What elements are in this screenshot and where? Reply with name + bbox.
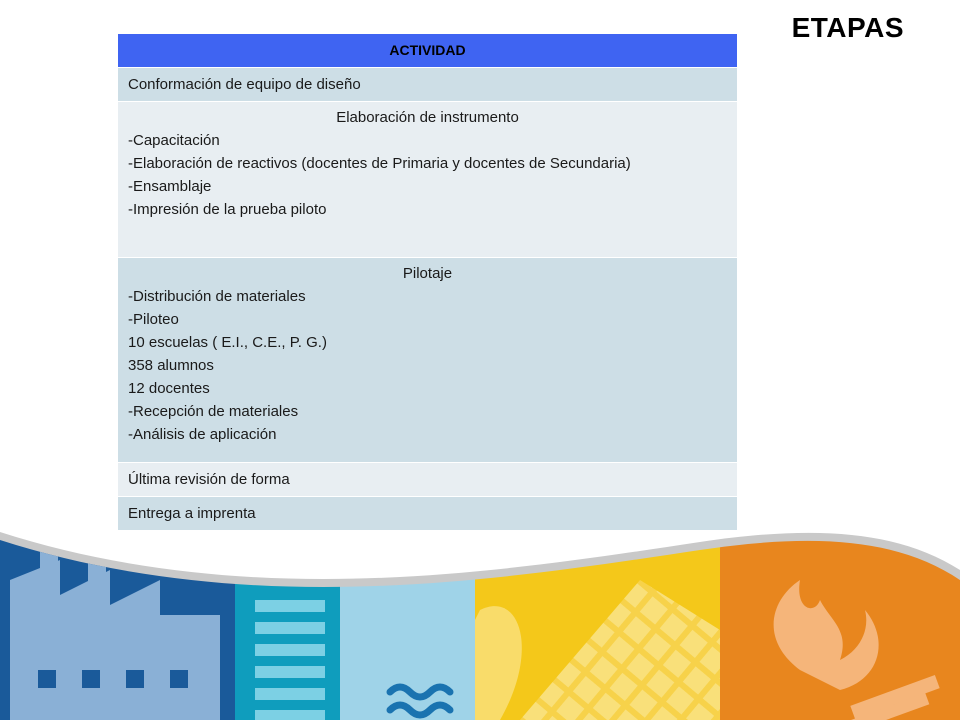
cell-text: 12 docentes xyxy=(128,380,210,397)
table-row xyxy=(118,258,738,463)
cell-heading: Pilotaje xyxy=(402,265,453,282)
cell-text: Conformación de equipo de diseño xyxy=(128,76,361,93)
cell-text: 358 alumnos xyxy=(128,357,214,374)
table-cell xyxy=(118,463,738,497)
table-row xyxy=(118,463,738,497)
cell-text: -Capacitación xyxy=(128,132,220,149)
cell-text: Última revisión de forma xyxy=(128,471,290,488)
slide-title: ETAPAS xyxy=(791,12,904,43)
table-cell xyxy=(118,258,738,463)
activity-table xyxy=(117,33,738,531)
decorative-footer-band xyxy=(0,520,960,720)
cell-text: -Impresión de la prueba piloto xyxy=(128,201,327,218)
cell-text: -Ensamblaje xyxy=(128,178,212,195)
table-cell xyxy=(118,102,738,258)
table-row xyxy=(118,68,738,102)
cell-text: 10 escuelas ( E.I., C.E., P. G.) xyxy=(128,334,327,351)
table-row xyxy=(118,102,738,258)
cell-text: -Elaboración de reactivos (docentes de Primaria y docentes de Secundaria) xyxy=(128,155,631,172)
cell-text: -Recepción de materiales xyxy=(128,403,299,420)
cell-heading: Elaboración de instrumento xyxy=(336,109,519,126)
cell-text: -Piloteo xyxy=(128,311,179,328)
table-header-row xyxy=(118,34,738,68)
cell-text: Entrega a imprenta xyxy=(128,505,256,522)
cell-text: -Análisis de aplicación xyxy=(128,426,277,443)
column-header-actividad: ACTIVIDAD xyxy=(118,34,738,68)
table-cell xyxy=(118,68,738,102)
cell-text: -Distribución de materiales xyxy=(128,288,306,305)
